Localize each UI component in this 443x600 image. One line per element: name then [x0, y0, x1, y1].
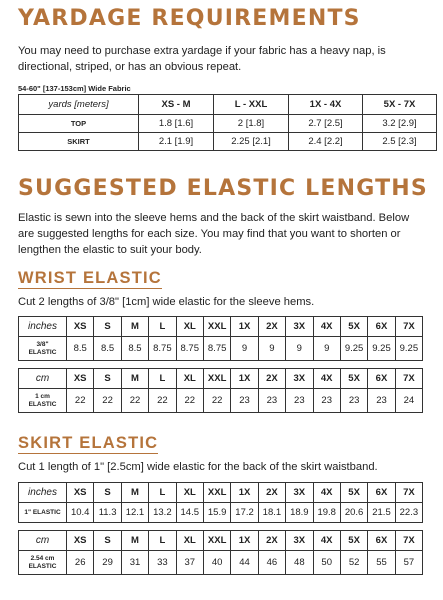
table-cell: 13.2 [149, 503, 176, 523]
unit-label: cm [19, 531, 67, 551]
size-header: 4X [313, 531, 340, 551]
size-header: 6X [368, 483, 395, 503]
yardage-table [18, 94, 437, 151]
size-header: 2X [258, 483, 285, 503]
row-label-line: ELASTIC [28, 562, 57, 570]
unit-label: inches [19, 483, 67, 503]
table-row [19, 133, 437, 151]
table-cell: 18.9 [286, 503, 313, 523]
wrist-elastic-title: WRIST ELASTIC [18, 269, 162, 287]
size-header: L [149, 317, 176, 337]
table-row [19, 337, 423, 361]
yardage-header: L - XXL [214, 95, 289, 115]
table-cell: 1.8 [1.6] [139, 115, 214, 133]
row-label: SKIRT [19, 133, 139, 151]
size-header: XXL [203, 369, 230, 389]
table-cell: 8.5 [121, 337, 148, 361]
size-header-row [19, 483, 423, 503]
size-header: XXL [203, 483, 230, 503]
table-cell: 9.25 [368, 337, 395, 361]
size-header: XS [67, 369, 94, 389]
table-cell: 22 [176, 389, 203, 413]
table-cell: 52 [340, 551, 367, 575]
size-header: 3X [286, 317, 313, 337]
yardage-intro: You may need to purchase extra yardage if your fabric has a heavy nap, is directional, striped, or has an obvious repeat. [18, 45, 386, 73]
row-label: 1" ELASTIC [19, 503, 67, 523]
table-cell: 9 [258, 337, 285, 361]
table-cell: 22.3 [395, 503, 422, 523]
size-header: 6X [368, 531, 395, 551]
size-header: XS [67, 317, 94, 337]
table-cell: 9 [231, 337, 258, 361]
table-cell: 33 [149, 551, 176, 575]
table-cell: 9 [313, 337, 340, 361]
table-cell: 14.5 [176, 503, 203, 523]
table-cell: 22 [149, 389, 176, 413]
size-header: S [94, 317, 121, 337]
table-cell: 8.5 [67, 337, 94, 361]
size-header: 4X [313, 369, 340, 389]
size-header: 5X [340, 531, 367, 551]
size-header: 7X [395, 317, 422, 337]
size-header: 4X [313, 483, 340, 503]
table-cell: 18.1 [258, 503, 285, 523]
size-header: XXL [203, 531, 230, 551]
table-cell: 22 [67, 389, 94, 413]
size-header: L [149, 369, 176, 389]
size-header: 1X [231, 531, 258, 551]
table-cell: 24 [395, 389, 422, 413]
yardage-header: 5X - 7X [363, 95, 437, 115]
yardage-header: XS - M [139, 95, 214, 115]
table-cell: 9.25 [340, 337, 367, 361]
table-cell: 21.5 [368, 503, 395, 523]
elastic-title: SUGGESTED ELASTIC LENGTHS [18, 176, 428, 201]
yardage-title: YARDAGE REQUIREMENTS [18, 6, 361, 31]
table-cell: 2.5 [2.3] [363, 133, 437, 151]
skirt-cm-table [18, 530, 423, 575]
table-cell: 8.75 [149, 337, 176, 361]
size-header: S [94, 483, 121, 503]
table-cell: 23 [258, 389, 285, 413]
table-cell: 8.5 [94, 337, 121, 361]
table-cell: 2.4 [2.2] [289, 133, 363, 151]
table-cell: 57 [395, 551, 422, 575]
table-cell: 19.8 [313, 503, 340, 523]
size-header: 3X [286, 483, 313, 503]
row-label-line: 2.54 cm [30, 555, 55, 562]
table-cell: 46 [258, 551, 285, 575]
skirt-elastic-title: SKIRT ELASTIC [18, 434, 159, 452]
table-cell: 2.7 [2.5] [289, 115, 363, 133]
size-header: 6X [368, 369, 395, 389]
size-header: 3X [286, 531, 313, 551]
unit-label: inches [19, 317, 67, 337]
table-cell: 23 [340, 389, 367, 413]
table-cell: 2.1 [1.9] [139, 133, 214, 151]
table-row [19, 115, 437, 133]
size-header: 1X [231, 369, 258, 389]
table-cell: 8.75 [203, 337, 230, 361]
wrist-inches-table [18, 316, 423, 361]
table-cell: 2.25 [2.1] [214, 133, 289, 151]
yardage-corner-label: yards [meters] [19, 95, 139, 115]
table-cell: 10.4 [67, 503, 94, 523]
size-header: XL [176, 369, 203, 389]
size-header: XS [67, 531, 94, 551]
table-cell: 15.9 [203, 503, 230, 523]
row-label-line: ELASTIC [28, 348, 57, 356]
size-header: XS [67, 483, 94, 503]
table-cell: 23 [231, 389, 258, 413]
row-label [19, 389, 67, 413]
size-header: 2X [258, 531, 285, 551]
wrist-elastic-intro: Cut 2 lengths of 3/8" [1cm] wide elastic for the sleeve hems. [18, 296, 315, 308]
table-cell: 44 [231, 551, 258, 575]
table-cell: 2 [1.8] [214, 115, 289, 133]
size-header-row [19, 369, 423, 389]
table-cell: 23 [313, 389, 340, 413]
skirt-elastic-intro: Cut 1 length of 1" [2.5cm] wide elastic for the back of the skirt waistband. [18, 461, 378, 473]
size-header: 2X [258, 317, 285, 337]
table-cell: 55 [368, 551, 395, 575]
row-label: TOP [19, 115, 139, 133]
table-cell: 31 [121, 551, 148, 575]
row-label-line: ELASTIC [28, 400, 57, 408]
size-header: 3X [286, 369, 313, 389]
table-cell: 29 [94, 551, 121, 575]
size-header-row [19, 531, 423, 551]
table-cell: 26 [67, 551, 94, 575]
size-header: S [94, 369, 121, 389]
table-cell: 22 [203, 389, 230, 413]
size-header: XL [176, 483, 203, 503]
table-cell: 20.6 [340, 503, 367, 523]
size-header: M [121, 317, 148, 337]
table-cell: 48 [286, 551, 313, 575]
table-cell: 40 [203, 551, 230, 575]
size-header: XL [176, 317, 203, 337]
size-header: 7X [395, 531, 422, 551]
size-header: M [121, 531, 148, 551]
table-cell: 22 [94, 389, 121, 413]
size-header: 7X [395, 369, 422, 389]
size-header: 6X [368, 317, 395, 337]
table-row [19, 389, 423, 413]
row-label-line: 3/8" [36, 341, 49, 348]
table-cell: 8.75 [176, 337, 203, 361]
size-header: L [149, 483, 176, 503]
size-header: 1X [231, 317, 258, 337]
table-row [19, 551, 423, 575]
size-header: 2X [258, 369, 285, 389]
table-cell: 22 [121, 389, 148, 413]
size-header: 4X [313, 317, 340, 337]
wrist-cm-table [18, 368, 423, 413]
table-cell: 11.3 [94, 503, 121, 523]
skirt-inches-table [18, 482, 423, 523]
row-label-line: 1 cm [35, 393, 50, 400]
size-header: 5X [340, 483, 367, 503]
table-cell: 23 [368, 389, 395, 413]
table-cell: 9 [286, 337, 313, 361]
yardage-caption: 54-60" [137-153cm] Wide Fabric [18, 84, 131, 93]
size-header: S [94, 531, 121, 551]
table-row [19, 503, 423, 523]
yardage-header: 1X - 4X [289, 95, 363, 115]
size-header: M [121, 369, 148, 389]
table-cell: 9.25 [395, 337, 422, 361]
size-header: 5X [340, 317, 367, 337]
size-header: XXL [203, 317, 230, 337]
size-header: M [121, 483, 148, 503]
elastic-intro: Elastic is sewn into the sleeve hems and the back of the skirt waistband. Below are suggested lengths for each size. You may find that you want to shorten or lengthen the elastic to suit your body. [18, 212, 410, 256]
yardage-header-row [19, 95, 437, 115]
size-header-row [19, 317, 423, 337]
table-cell: 50 [313, 551, 340, 575]
unit-label: cm [19, 369, 67, 389]
size-header: XL [176, 531, 203, 551]
row-label [19, 337, 67, 361]
size-header: 1X [231, 483, 258, 503]
table-cell: 17.2 [231, 503, 258, 523]
size-header: 7X [395, 483, 422, 503]
table-cell: 3.2 [2.9] [363, 115, 437, 133]
table-cell: 23 [286, 389, 313, 413]
size-header: L [149, 531, 176, 551]
table-cell: 37 [176, 551, 203, 575]
table-cell: 12.1 [121, 503, 148, 523]
row-label [19, 551, 67, 575]
size-header: 5X [340, 369, 367, 389]
